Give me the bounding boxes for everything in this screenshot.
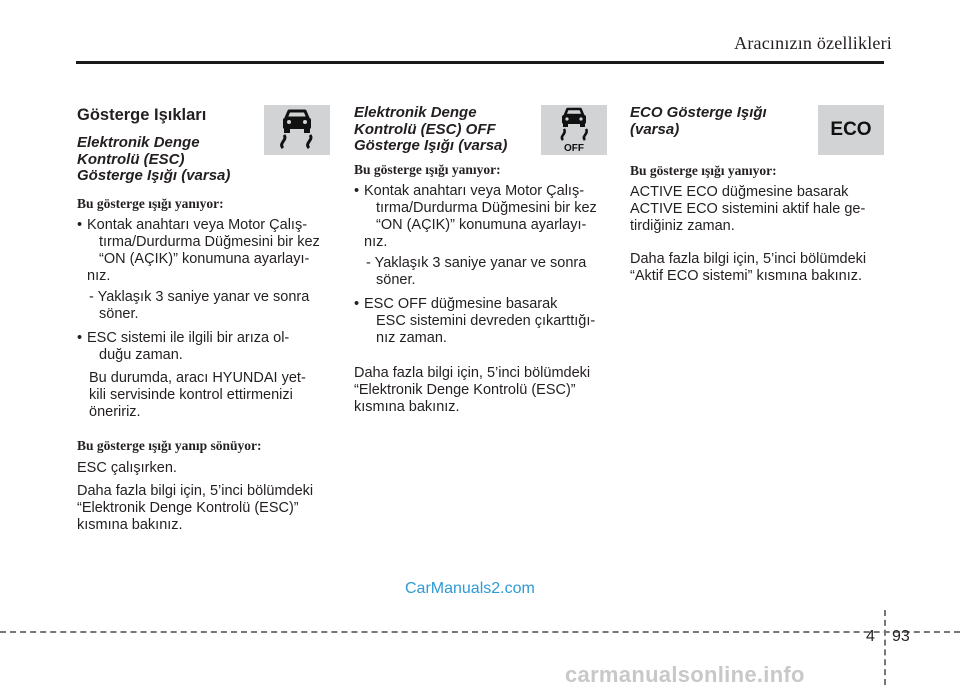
line: kili servisinde kontrol ettirmenizi	[89, 386, 293, 403]
title-line: Elektronik Denge	[77, 134, 200, 151]
page-number: 93	[892, 628, 910, 645]
title-line: Kontrolü (ESC) OFF	[354, 120, 496, 138]
line: “Aktif ECO sistemi” kısmına bakınız.	[630, 268, 863, 284]
list-item	[354, 296, 608, 347]
line: - Yaklaşık 3 saniye yanar ve sonra	[366, 254, 587, 271]
title-line: Kontrolü (ESC)	[77, 150, 185, 168]
line: nız.	[87, 267, 111, 284]
line: “ON (AÇIK)” konumuna ayarlayı-	[99, 250, 310, 267]
line: tırma/Durdurma Düğmesini bir kez	[376, 199, 597, 216]
line: söner.	[376, 271, 416, 288]
bullet-dot: •	[354, 295, 360, 312]
title-line: Gösterge Işığı (varsa)	[354, 137, 508, 154]
line: ESC sistemini devreden çıkarttığı-	[376, 312, 596, 329]
title-line: Gösterge Işığı (varsa)	[77, 167, 231, 184]
watermark-link[interactable]: CarManuals2.com	[405, 580, 535, 597]
header-rule	[76, 61, 884, 64]
line: öneririz.	[89, 403, 141, 420]
footer-rule	[0, 631, 960, 633]
line: Bu durumda, aracı HYUNDAI yet-	[89, 369, 306, 386]
eco-indicator-title	[630, 105, 884, 138]
line: - Yaklaşık 3 saniye yanar ve sonra	[89, 288, 310, 305]
sub-item	[77, 289, 331, 323]
line: nız zaman.	[376, 329, 447, 346]
line: Daha fazla bilgi için, 5’inci bölümdeki	[630, 251, 867, 267]
column-1	[77, 105, 331, 534]
line: “Elektronik Denge Kontrolü (ESC)”	[77, 499, 299, 516]
eco-icon: ECO	[830, 119, 872, 140]
eco-on-paragraph	[630, 184, 884, 235]
line: Daha fazla bilgi için, 5’inci bölümdeki	[77, 482, 314, 499]
line: söner.	[99, 305, 139, 322]
page-header-title: Aracınızın özellikleri	[734, 33, 892, 53]
line: tirdiğiniz zaman.	[630, 218, 735, 234]
line: ESC OFF düğmesine basarak	[364, 295, 558, 312]
bullet-dot: •	[77, 216, 83, 233]
title-line: (varsa)	[630, 120, 680, 138]
light-blink-lead: Bu gösterge ışığı yanıp sönüyor:	[77, 437, 262, 453]
more-info-paragraph	[630, 251, 884, 285]
bullet-dot: •	[354, 182, 360, 199]
title-line: ECO Gösterge Işığı	[630, 104, 767, 121]
column-3	[630, 105, 884, 285]
line: duğu zaman.	[99, 346, 183, 363]
light-on-lead: Bu gösterge ışığı yanıyor:	[354, 161, 501, 177]
line: ESC sistemi ile ilgili bir arıza ol-	[87, 329, 290, 346]
chapter-number: 4	[866, 628, 875, 645]
footer-divider	[884, 610, 886, 685]
line: Kontak anahtarı veya Motor Çalış-	[364, 182, 585, 199]
sub-item	[354, 255, 608, 289]
line: Daha fazla bilgi için, 5’inci bölümdeki	[354, 364, 591, 381]
line: kısmına bakınız.	[354, 398, 460, 415]
light-on-lead: Bu gösterge ışığı yanıyor:	[77, 195, 224, 211]
light-on-lead: Bu gösterge ışığı yanıyor:	[630, 163, 777, 178]
list-item	[77, 330, 331, 364]
esc-off-label: OFF	[564, 143, 584, 153]
line: ACTIVE ECO sistemini aktif hale ge-	[630, 201, 866, 217]
line: “Elektronik Denge Kontrolü (ESC)”	[354, 381, 576, 398]
title-line: Elektronik Denge	[354, 104, 477, 121]
section-heading: Gösterge Işıkları	[77, 106, 207, 124]
column-2	[354, 105, 608, 416]
list-item	[354, 183, 608, 251]
line: kısmına bakınız.	[77, 516, 183, 533]
line: tırma/Durdurma Düğmesini bir kez	[99, 233, 320, 250]
blink-text: ESC çalışırken.	[77, 459, 177, 476]
bullet-dot: •	[77, 329, 83, 346]
line: “ON (AÇIK)” konumuna ayarlayı-	[376, 216, 587, 233]
more-info-paragraph	[77, 483, 331, 534]
more-info-paragraph	[354, 365, 608, 416]
line: ACTIVE ECO düğmesine basarak	[630, 184, 849, 200]
site-watermark: carmanualsonline.info	[565, 662, 805, 687]
list-item	[77, 217, 331, 285]
esc-off-indicator-title	[354, 105, 608, 155]
line: Kontak anahtarı veya Motor Çalış-	[87, 216, 308, 233]
line: nız.	[364, 233, 388, 250]
esc-indicator-title	[77, 135, 331, 185]
note-paragraph	[77, 370, 331, 421]
